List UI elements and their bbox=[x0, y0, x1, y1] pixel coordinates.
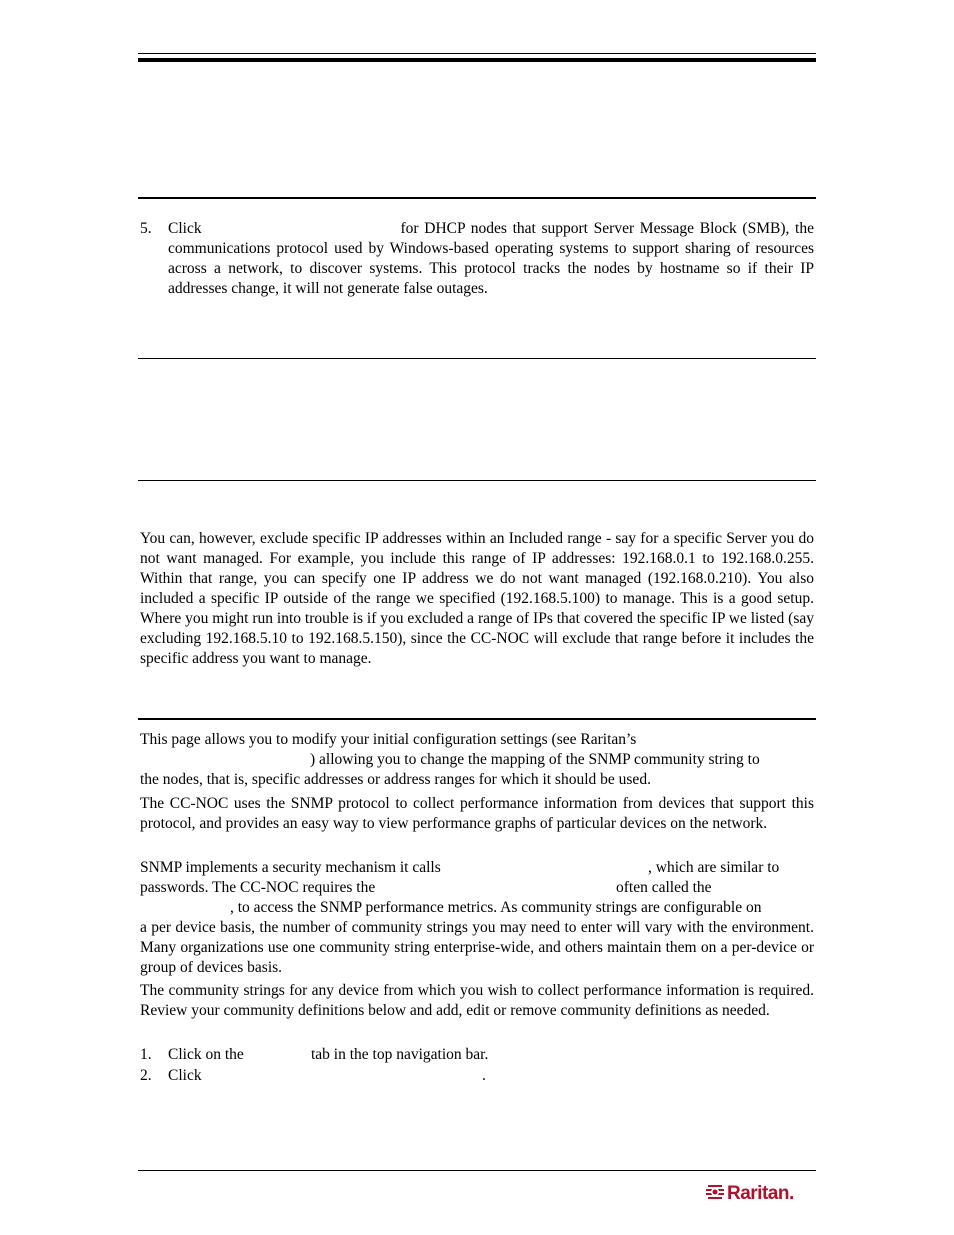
snmp-intro-line3: the nodes, that is, specific addresses or address ranges for which it should be used. bbox=[140, 771, 651, 788]
raritan-logo bbox=[706, 1178, 812, 1204]
footer-rule bbox=[138, 1170, 816, 1171]
section-rule-4 bbox=[138, 718, 816, 720]
header-rule-thick bbox=[138, 58, 816, 62]
step-1-text-b: tab in the top navigation bar. bbox=[311, 1046, 489, 1063]
exclude-paragraph: You can, however, exclude specific IP addresses within an Included range - say for a specific Server you do not want managed. For example, you include this range of IP addresses: 192.168.0.1 to 192.168.0.255. Within that range, you can specify one IP address we do not want managed (192.168.0.210). You also included a specific IP outside of the range we specified (192.168.5.100) to manage. This is a good setup. Where you might run into trouble is if you excluded a range of IPs that covered the specific IP we listed (say excluding 192.168.5.10 to 192.168.5.150), since the CC-NOC will exclude that range before it includes the specific address you want to manage. bbox=[140, 530, 814, 667]
step-5-text: Click for DHCP nodes that support Server Message Block (SMB), the communications protocol used by Windows-based operating systems to support sharing of resources across a network, to discover systems. This protocol tracks the nodes by hostname so if their IP addresses change, it will not generate false outages. bbox=[168, 220, 818, 297]
step-2-text-a: Click bbox=[168, 1067, 202, 1084]
step-1-number: 1. bbox=[140, 1046, 152, 1063]
snmp-protocol-paragraph: The CC-NOC uses the SNMP protocol to collect performance information from devices that support this protocol, and provides an easy way to view performance graphs of particular devices on the network. bbox=[140, 795, 814, 832]
snmp-security-line1b: , which are similar to bbox=[648, 859, 780, 876]
header-rule-thin bbox=[138, 53, 816, 54]
community-strings-paragraph: The community strings for any device from which you wish to collect performance information is required. Review your community definitions below and add, edit or remove community definitions as needed. bbox=[140, 982, 814, 1019]
section-rule-1 bbox=[138, 197, 816, 199]
snmp-security-rest: a per device basis, the number of community strings you may need to enter will vary with the environment. Many organizations use one community string enterprise-wide, and others maintain them on a per-device or group of devices basis. bbox=[140, 919, 814, 976]
step-5 bbox=[140, 219, 818, 299]
snmp-security-line3: , to access the SNMP performance metrics. As community strings are configurable on bbox=[230, 899, 762, 916]
snmp-security-line2a: passwords. The CC-NOC requires the bbox=[140, 879, 376, 896]
logo-text: Raritan. bbox=[727, 1183, 794, 1204]
step-2-text-b: . bbox=[482, 1067, 486, 1084]
step-number: 5. bbox=[140, 220, 152, 237]
snmp-security-line2b: often called the bbox=[616, 879, 712, 896]
snmp-intro-line1: This page allows you to modify your initial configuration settings (see Raritan’s bbox=[140, 731, 637, 748]
section-rule-2 bbox=[138, 358, 816, 359]
step-2-number: 2. bbox=[140, 1067, 152, 1084]
section-rule-3 bbox=[138, 480, 816, 481]
snmp-security-line1a: SNMP implements a security mechanism it calls bbox=[140, 859, 441, 876]
snmp-intro-line2: ) allowing you to change the mapping of the SNMP community string to bbox=[310, 751, 760, 768]
step-1-text-a: Click on the bbox=[168, 1046, 244, 1063]
